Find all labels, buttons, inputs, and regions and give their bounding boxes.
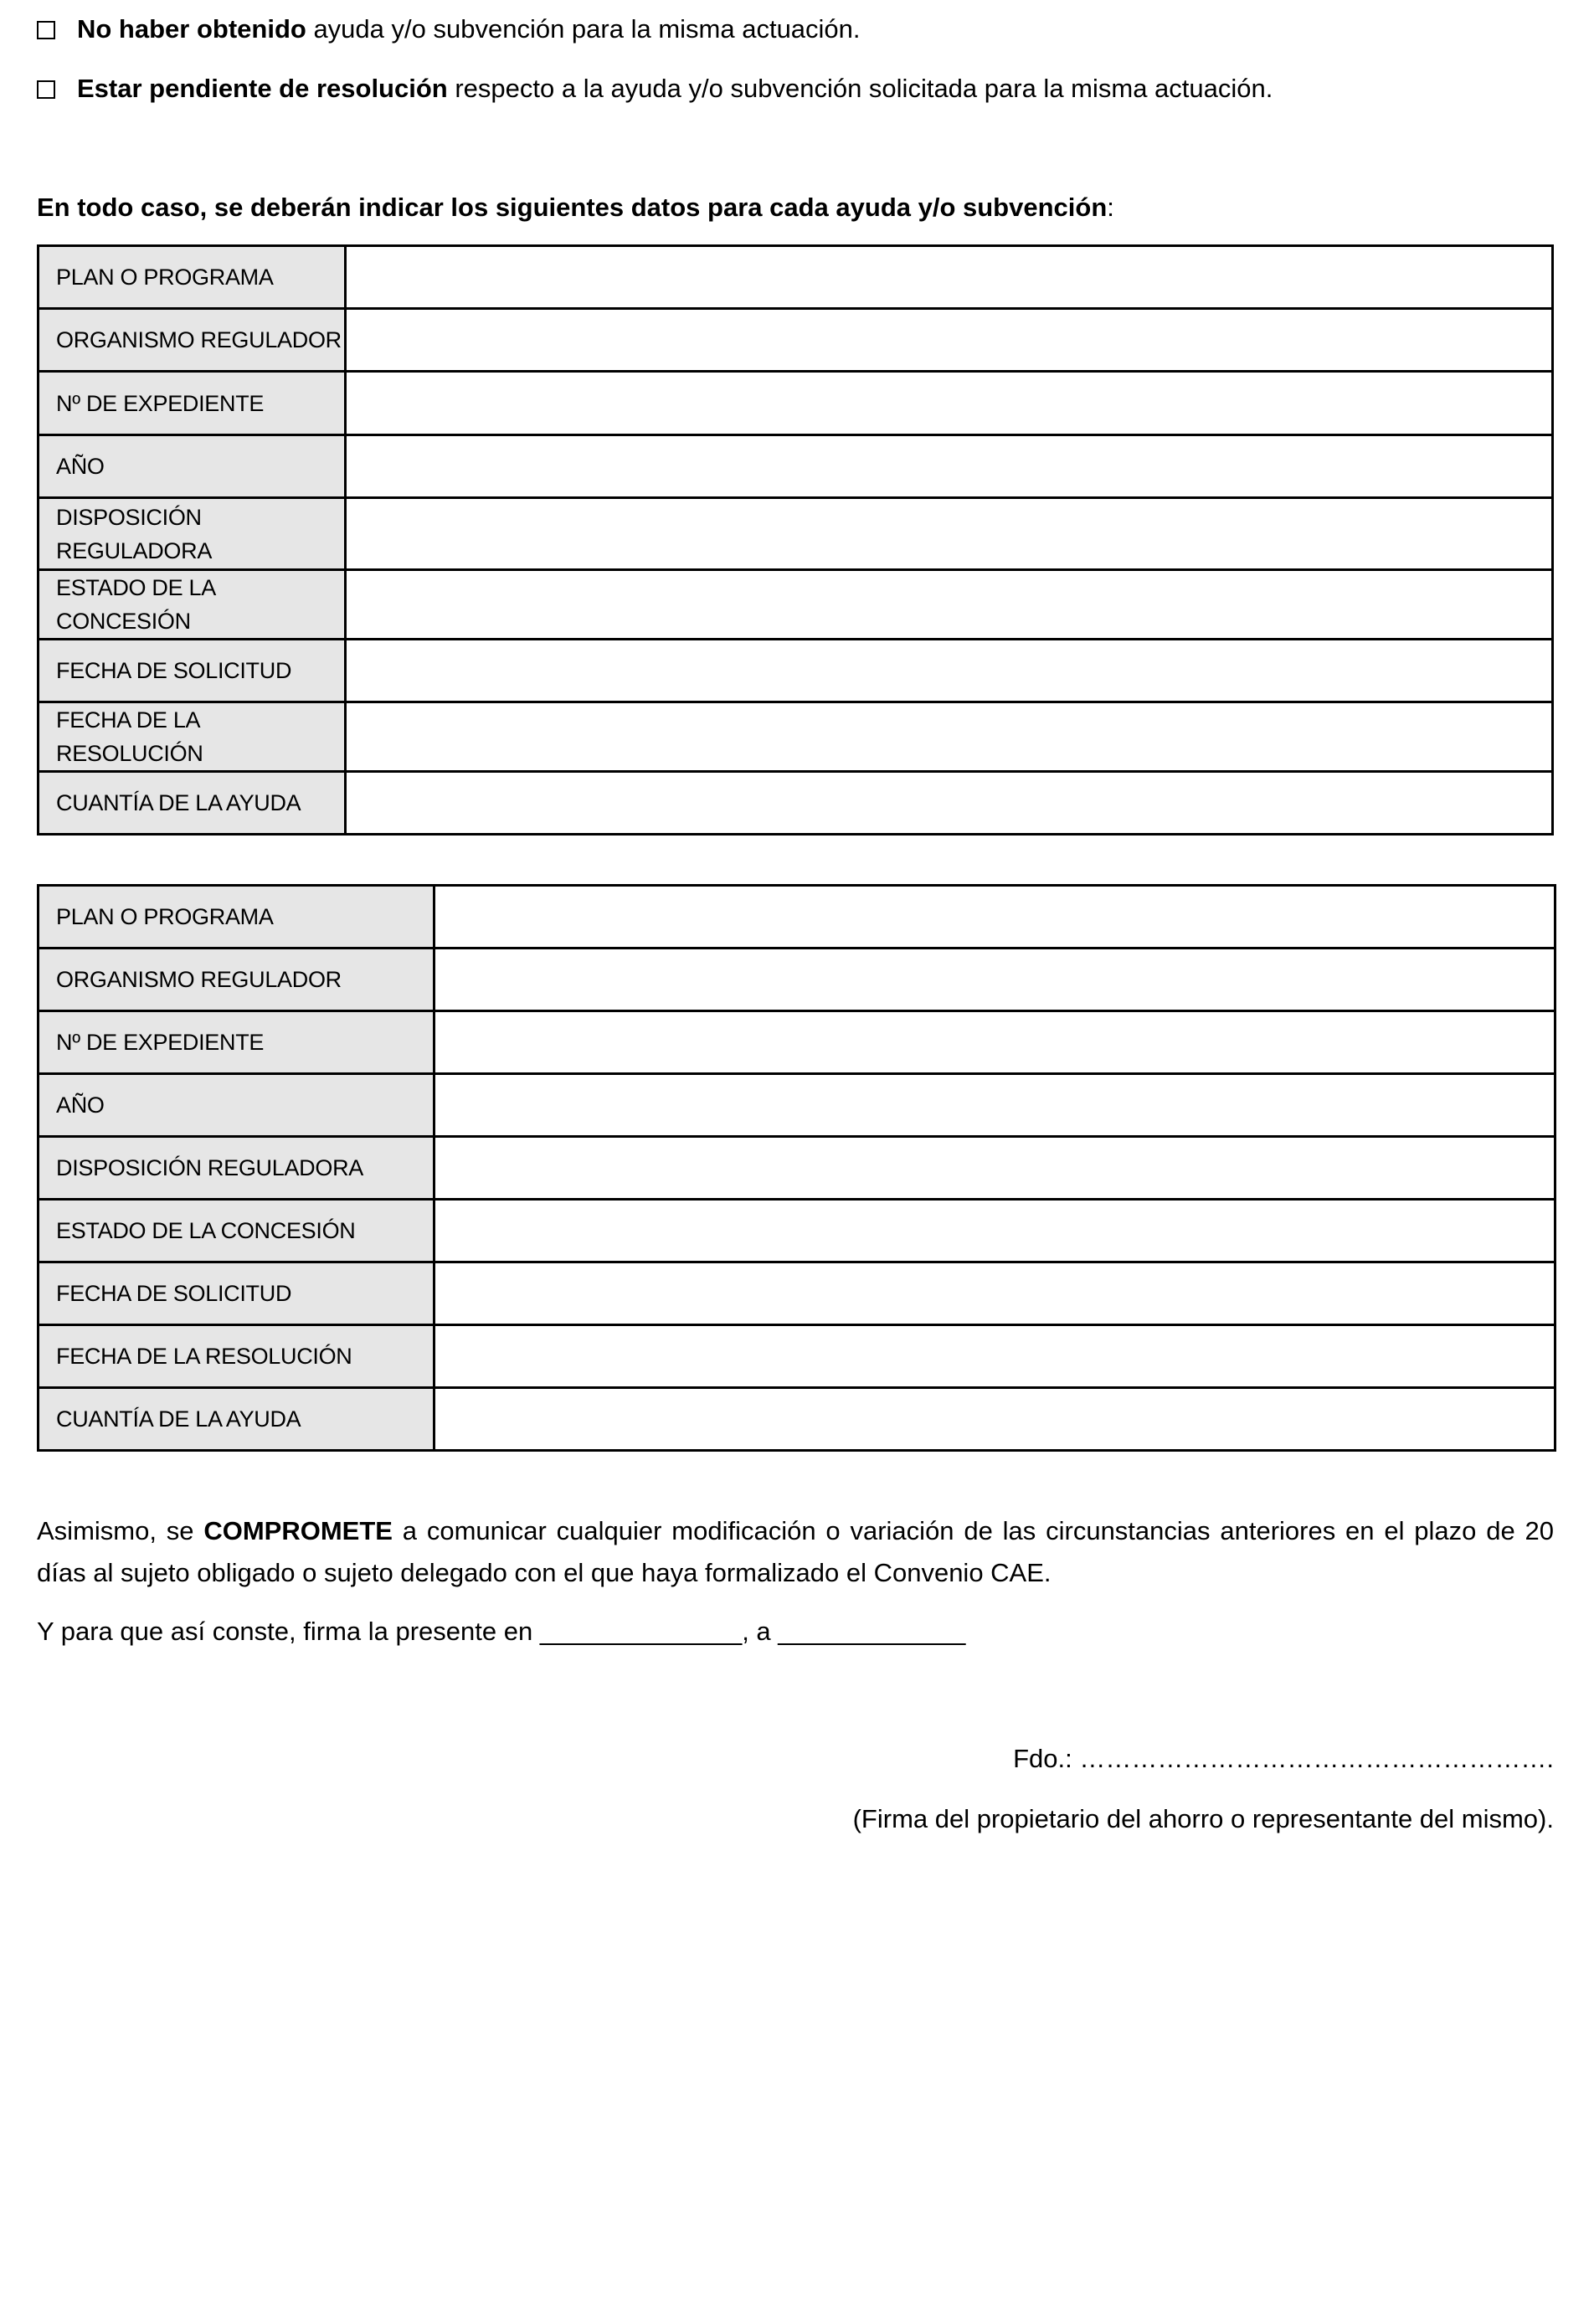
table-row	[39, 1262, 1555, 1325]
table-row	[39, 570, 1553, 640]
table-row	[39, 498, 1553, 570]
checkbox-pending[interactable]	[37, 80, 55, 99]
row-label: DISPOSICIÓN REGULADORA	[39, 498, 346, 570]
commitment-prefix: Asimismo, se	[37, 1516, 204, 1545]
table-row	[39, 1137, 1555, 1200]
table-row	[39, 702, 1553, 772]
value-field[interactable]	[434, 949, 1555, 1011]
table-row	[39, 949, 1555, 1011]
option-no-obtained	[37, 13, 861, 46]
option-pending-text: respecto a la ayuda y/o subvención solicitada para la misma actuación.	[447, 74, 1273, 103]
row-label: Nº DE EXPEDIENTE	[39, 372, 346, 435]
value-field[interactable]	[434, 1388, 1555, 1451]
checkbox-no-obtained[interactable]	[37, 21, 55, 39]
row-label: AÑO	[39, 435, 346, 498]
signature-line: Fdo.: ……………………………………………….	[1013, 1744, 1554, 1773]
row-label: FECHA DE LA RESOLUCIÓN	[39, 1325, 434, 1388]
table-row	[39, 246, 1553, 309]
row-label: FECHA DE SOLICITUD	[39, 640, 346, 702]
table-row	[39, 1325, 1555, 1388]
row-label: CUANTÍA DE LA AYUDA	[39, 1388, 434, 1451]
value-field[interactable]	[434, 886, 1555, 949]
row-label: AÑO	[39, 1074, 434, 1137]
option-pending-bold: Estar pendiente de resolución	[77, 74, 448, 103]
value-field[interactable]	[434, 1262, 1555, 1325]
commitment-bold: COMPROMETE	[203, 1516, 393, 1545]
value-field[interactable]	[346, 702, 1553, 772]
table-row	[39, 1200, 1555, 1262]
aid-table-2	[37, 884, 1556, 1452]
value-field[interactable]	[434, 1011, 1555, 1074]
table-row	[39, 886, 1555, 949]
value-field[interactable]	[346, 640, 1553, 702]
section-heading	[37, 191, 1114, 224]
row-label: FECHA DE LA RESOLUCIÓN	[39, 702, 346, 772]
table-row	[39, 1074, 1555, 1137]
table-row	[39, 435, 1553, 498]
section-heading-bold: En todo caso, se deberán indicar los siguientes datos para cada ayuda y/o subvención	[37, 193, 1108, 222]
commitment-paragraph	[37, 1510, 1554, 1594]
table-row	[39, 640, 1553, 702]
value-field[interactable]	[346, 372, 1553, 435]
row-label: PLAN O PROGRAMA	[39, 246, 346, 309]
table-row	[39, 372, 1553, 435]
row-label: ESTADO DE LA CONCESIÓN	[39, 570, 346, 640]
row-label: ESTADO DE LA CONCESIÓN	[39, 1200, 434, 1262]
table-row	[39, 309, 1553, 372]
option-no-obtained-text: ayuda y/o subvención para la misma actuación.	[306, 14, 861, 44]
option-pending	[37, 72, 1273, 105]
row-label: ORGANISMO REGULADOR	[39, 949, 434, 1011]
value-field[interactable]	[434, 1200, 1555, 1262]
commitment-text: a comunicar cualquier modificación o variación de las circunstancias anteriores en el plazo de 20 días al sujeto obligado o sujeto delegado con el que haya formalizado el Convenio CAE.	[37, 1516, 1555, 1587]
row-label: FECHA DE SOLICITUD	[39, 1262, 434, 1325]
option-no-obtained-bold: No haber obtenido	[77, 14, 306, 44]
row-label: PLAN O PROGRAMA	[39, 886, 434, 949]
row-label: Nº DE EXPEDIENTE	[39, 1011, 434, 1074]
value-field[interactable]	[346, 435, 1553, 498]
aid-table-1	[37, 244, 1554, 836]
row-label: DISPOSICIÓN REGULADORA	[39, 1137, 434, 1200]
value-field[interactable]	[434, 1074, 1555, 1137]
closing-line: Y para que así conste, firma la presente en ______________, a _____________	[37, 1617, 966, 1646]
value-field[interactable]	[434, 1137, 1555, 1200]
row-label: CUANTÍA DE LA AYUDA	[39, 772, 346, 835]
value-field[interactable]	[346, 246, 1553, 309]
row-label: ORGANISMO REGULADOR	[39, 309, 346, 372]
value-field[interactable]	[346, 498, 1553, 570]
value-field[interactable]	[346, 570, 1553, 640]
value-field[interactable]	[346, 772, 1553, 835]
signature-caption: (Firma del propietario del ahorro o representante del mismo).	[852, 1804, 1554, 1833]
table-row	[39, 1011, 1555, 1074]
value-field[interactable]	[434, 1325, 1555, 1388]
section-heading-suffix: :	[1107, 193, 1114, 222]
table-row	[39, 1388, 1555, 1451]
value-field[interactable]	[346, 309, 1553, 372]
table-row	[39, 772, 1553, 835]
